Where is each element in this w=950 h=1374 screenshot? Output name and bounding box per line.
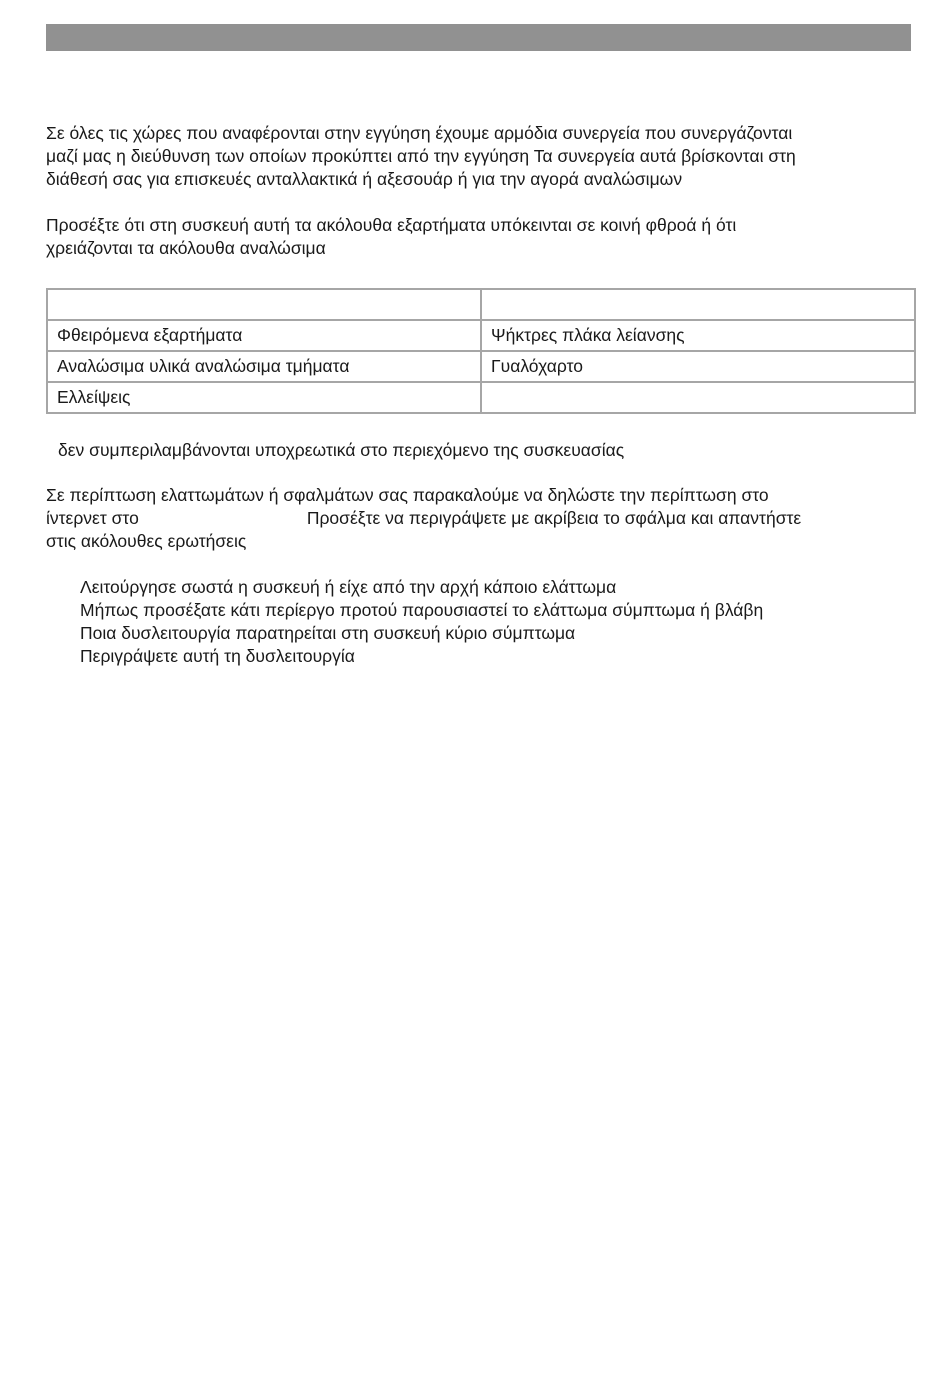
table-footnote: δεν συμπεριλαμβάνονται υποχρεωτικά στο περιεχόμενο της συσκευασίας: [58, 440, 625, 460]
table-row: [47, 382, 915, 413]
paragraph-line: στις ακόλουθες ερωτήσεις: [46, 531, 247, 551]
defects-paragraph: [46, 484, 910, 553]
table-cell-value: [481, 289, 915, 320]
paragraph-line-end: Προσέξτε να περιγράψετε με ακρίβεια το σφάλμα και απαντήστε: [306, 508, 802, 528]
service-centers-paragraph: [46, 122, 910, 191]
parts-table: [46, 288, 916, 414]
question-item: Περιγράψετε αυτή τη δυσλειτουργία: [80, 646, 355, 666]
table-cell-label: Αναλώσιμα υλικά αναλώσιμα τμήματα: [47, 351, 481, 382]
table-cell-value: Γυαλόχαρτο: [481, 351, 915, 382]
paragraph-line: διάθεσή σας για επισκευές ανταλλακτικά ή αξεσουάρ ή για την αγορά αναλώσιμων: [46, 169, 683, 189]
wear-parts-paragraph: [46, 214, 910, 260]
table-row: [47, 320, 915, 351]
section-header-bar: [46, 24, 911, 51]
table-row: [47, 289, 915, 320]
table-cell-label: [47, 289, 481, 320]
table-cell-label: Φθειρόμενα εξαρτήματα: [47, 320, 481, 351]
paragraph-line: Προσέξτε ότι στη συσκευή αυτή τα ακόλουθα εξαρτήματα υπόκεινται σε κοινή φθροά ή ότι: [46, 215, 737, 235]
paragraph-line: μαζί μας η διεύθυνση των οποίων προκύπτει από την εγγύηση Τα συνεργεία αυτά βρίσκονται στη: [46, 146, 796, 166]
table-cell-value: [481, 382, 915, 413]
table-cell-label: Ελλείψεις: [47, 382, 481, 413]
paragraph-line: χρειάζονται τα ακόλουθα αναλώσιμα: [46, 238, 326, 258]
table-cell-value: Ψήκτρες πλάκα λείανσης: [481, 320, 915, 351]
question-item: Ποια δυσλειτουργία παρατηρείται στη συσκευή κύριο σύμπτωμα: [80, 623, 576, 643]
table-row: [47, 351, 915, 382]
questions-list: [80, 576, 763, 668]
paragraph-line: Σε περίπτωση ελαττωμάτων ή σφαλμάτων σας παρακαλούμε να δηλώστε την περίπτωση στο: [46, 485, 769, 505]
paragraph-line: Σε όλες τις χώρες που αναφέρονται στην εγγύηση έχουμε αρμόδια συνεργεία που συνεργάζονται: [46, 123, 793, 143]
question-item: Λειτούργησε σωστά η συσκευή ή είχε από την αρχή κάποιο ελάττωμα: [80, 577, 617, 597]
paragraph-line-start: ίντερνετ στο: [46, 508, 139, 528]
question-item: Μήπως προσέξατε κάτι περίεργο προτού παρουσιαστεί το ελάττωμα σύμπτωμα ή βλάβη: [80, 600, 764, 620]
paragraph-line: [46, 507, 910, 530]
